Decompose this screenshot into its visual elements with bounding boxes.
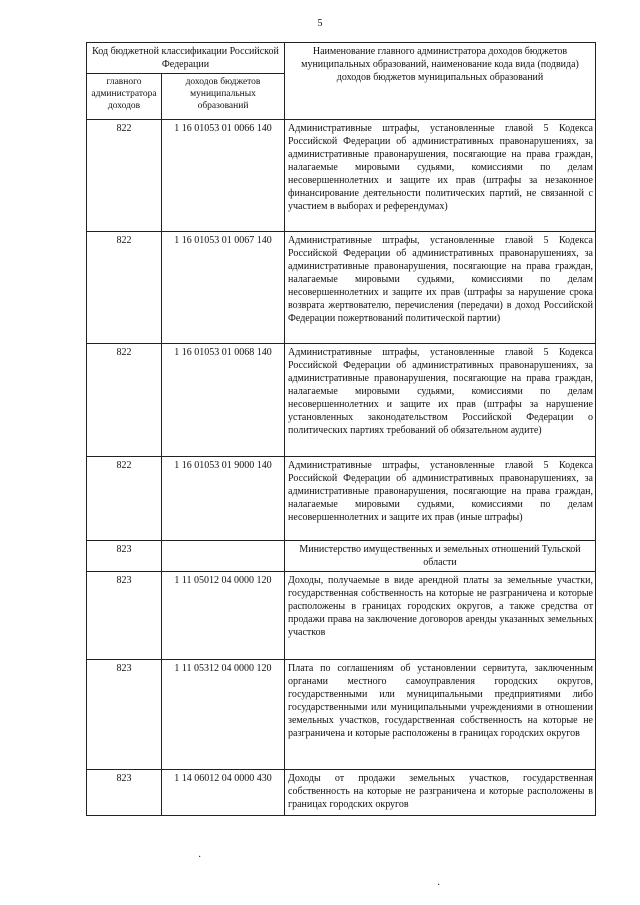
income-code: 1 16 01053 01 0067 140 [162,232,285,344]
administrator-heading: Министерство имущественных и земельных отношений Тульской области [285,541,596,572]
income-code: 1 16 01053 01 0066 140 [162,120,285,232]
admin-code: 822 [87,120,162,232]
header-name: Наименование главного администратора доходов бюджетов муниципальных образований, наименование кода вида (подвида) доходов бюджетов муниципальных образований [285,43,596,120]
admin-code: 823 [87,572,162,660]
table-row [87,232,596,344]
income-code [162,541,285,572]
income-description: Доходы от продажи земельных участков, государственная собственность на которые не разграничена и которые расположены в границах городских округов [285,770,596,816]
header-income-column: доходов бюджетов муниципальных образований [162,74,285,120]
income-code: 1 11 05312 04 0000 120 [162,660,285,770]
income-description: Доходы, получаемые в виде арендной платы за земельные участки, государственная собственность на которые не разграничена и которые расположены в границах городских округов, а также средства от продажи права на заключение договоров аренды указанных земельных участков [285,572,596,660]
income-code: 1 16 01053 01 9000 140 [162,457,285,541]
table-row [87,572,596,660]
admin-code: 822 [87,344,162,457]
table-row [87,344,596,457]
admin-code: 823 [87,660,162,770]
header-code-group: Код бюджетной классификации Российской Федерации [87,43,285,74]
admin-code: 823 [87,541,162,572]
admin-code: 822 [87,457,162,541]
income-code: 1 14 06012 04 0000 430 [162,770,285,816]
table-row [87,660,596,770]
table-row [87,770,596,816]
income-description: Административные штрафы, установленные главой 5 Кодекса Российской Федерации об административных правонарушениях, за административные правонарушения, посягающие на права граждан, налагаемые мировыми судьями, комиссиями по делам несовершеннолетних и защите их прав (штрафы за нарушение срока возврата жертвователю, перечисления (передачи) в доход Российской Федерации пожертвований политической партии) [285,232,596,344]
scan-speck: · [437,880,441,891]
admin-code: 822 [87,232,162,344]
table-row [87,120,596,232]
table-row [87,457,596,541]
admin-code: 823 [87,770,162,816]
page-number: 5 [317,18,323,29]
income-description: Административные штрафы, установленные главой 5 Кодекса Российской Федерации об административных правонарушениях, за административные правонарушения, посягающие на права граждан, налагаемые мировыми судьями, комиссиями по делам несовершеннолетних и защите их прав (штрафы за незаконное финансирование деятельности политических партий, не связанной с участием в выборах и референдумах) [285,120,596,232]
income-description: Административные штрафы, установленные главой 5 Кодекса Российской Федерации об административных правонарушениях, за административные правонарушения, посягающие на права граждан, налагаемые мировыми судьями, комиссиями по делам несовершеннолетних и защите их прав (иные штрафы) [285,457,596,541]
income-description: Административные штрафы, установленные главой 5 Кодекса Российской Федерации об административных правонарушениях, за административные правонарушения, посягающие на права граждан, налагаемые мировыми судьями, комиссиями по делам несовершеннолетних и защите их прав (штрафы за нарушение установленных законодательством Российской Федерации о политических партиях требований об обязательном аудите) [285,344,596,457]
table-row [87,541,596,572]
budget-classification-table [86,42,596,816]
income-code: 1 11 05012 04 0000 120 [162,572,285,660]
income-code: 1 16 01053 01 0068 140 [162,344,285,457]
scan-speck: · [198,852,202,863]
income-description: Плата по соглашениям об установлении сервитута, заключенным органами местного самоуправления городских округов, государственными или муниципальными предприятиями либо государственными или муниципальными учреждениями в отношении земельных участков, государственная собственность на которые не разграничена и которые расположены в границах городских округов [285,660,596,770]
header-admin-column: главного администратора доходов [87,74,162,120]
